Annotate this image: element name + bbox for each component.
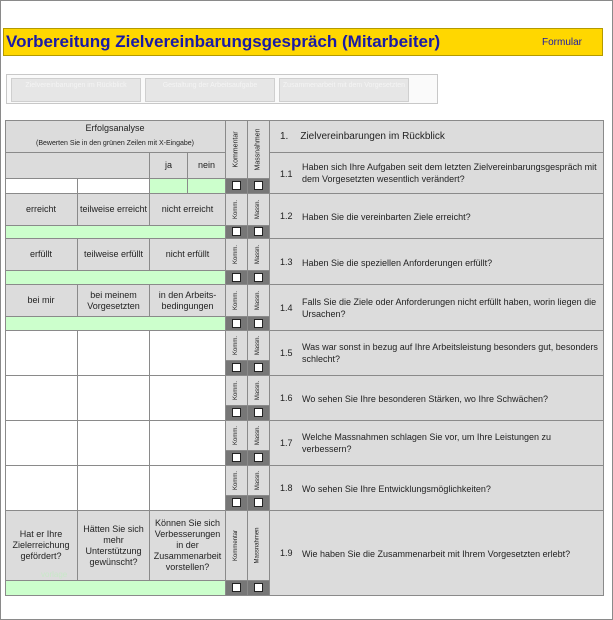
massn-label: Massn. [255, 244, 261, 265]
question-number: 1.7 [280, 438, 293, 448]
kommentar-label: Kommentar [233, 529, 240, 562]
erfolgsanalyse-title: Erfolgsanalyse [85, 123, 145, 133]
page-title: Vorbereitung Zielvereinbarungsgespräch (Mitarbeiter) [6, 32, 441, 51]
question-number: 1.4 [280, 303, 293, 313]
question-text: Falls Sie die Ziele oder Anforderungen nicht erfüllt haben, worin liegen die Ursachen? [302, 297, 597, 319]
question-number: 1.6 [280, 393, 293, 403]
question-number: 1.2 [280, 211, 293, 221]
massn-label: Massn. [255, 425, 261, 446]
rating-label: Können Sie sich Verbesserungen in der Zusammenarbeit vorstellen? [150, 511, 226, 581]
komm-label: Komm. [232, 380, 239, 401]
question-text: Wie haben Sie die Zusammenarbeit mit Ihrem Vorgesetzten erlebt? [302, 549, 571, 559]
rating-label: in den Arbeits-bedingungen [150, 285, 226, 317]
komm-label: Komm. [232, 335, 239, 356]
komm-label: Komm. [232, 290, 239, 311]
rating-label: Hat er Ihre Zielerreichung gefördert? [5, 511, 78, 581]
massnahmen-label: Massnahmen [255, 527, 261, 564]
rating-label: erreicht [5, 194, 78, 226]
rating-label: erfüllt [5, 239, 78, 271]
question-number: 1.9 [280, 548, 293, 558]
question-text: Was war sonst in bezug auf Ihre Arbeitsleistung besonders gut, besonders schlecht? [302, 342, 598, 364]
watermark: vorlage [41, 570, 68, 579]
question-number: 1.1 [280, 169, 293, 179]
nav-strip [6, 74, 438, 104]
question-text: Haben Sie die vereinbarten Ziele erreicht? [302, 212, 471, 222]
kommentar-label: Kommentar [233, 130, 240, 168]
question-text: Wo sehen Sie Ihre Entwicklungsmöglichkeiten? [302, 484, 491, 494]
nein-label: nein [188, 153, 226, 179]
grid-outline [5, 120, 604, 596]
question-number: 1.5 [280, 348, 293, 358]
komm-label: Komm. [232, 199, 239, 220]
rating-label: teilweise erfüllt [78, 239, 150, 271]
massn-label: Massn. [255, 290, 261, 311]
question-text: Welche Massnahmen schlagen Sie vor, um Ihre Leistungen zu verbessern? [302, 432, 551, 454]
massn-label: Massn. [255, 335, 261, 356]
nav-button-zusammenarbeit[interactable]: Zusammenarbeit mit dem Vorgesetzten [279, 78, 409, 102]
question-text: Haben sich Ihre Aufgaben seit dem letzten Zielvereinbarungsgespräch mit dem Vorgesetzten wesentlich verändert? [302, 162, 597, 184]
nav-button-arbeitsaufgabe[interactable]: Gestaltung der Arbeitsaufgabe [145, 78, 275, 102]
komm-label: Komm. [232, 470, 239, 491]
erfolgsanalyse-subtitle: (Bewerten Sie in den grünen Zeilen mit X-Eingabe) [36, 140, 194, 147]
massnahmen-label: Massnahmen [255, 127, 262, 171]
rating-label: teilweise erreicht [78, 194, 150, 226]
question-text: Wo sehen Sie Ihre besonderen Stärken, wo Ihre Schwächen? [302, 394, 548, 404]
section-title: Zielvereinbarungen im Rückblick [300, 130, 445, 142]
massn-label: Massn. [255, 470, 261, 491]
massn-label: Massn. [255, 380, 261, 401]
komm-label: Komm. [232, 244, 239, 265]
rating-label: bei mir [5, 285, 78, 317]
form-tag: Formular [541, 37, 582, 48]
rating-label: nicht erreicht [150, 194, 226, 226]
question-text: Haben Sie die speziellen Anforderungen erfüllt? [302, 258, 493, 268]
komm-label: Komm. [232, 425, 239, 446]
question-number: 1.8 [280, 483, 293, 493]
rating-label: nicht erfüllt [150, 239, 226, 271]
evaluation-grid [5, 120, 604, 596]
section-number: 1. [280, 130, 289, 142]
nav-button-rueckblick[interactable]: Zielvereinbarungen im Rückblick [11, 78, 141, 102]
rating-label: Hätten Sie sich mehr Unterstützung gewünscht? [78, 511, 150, 581]
title-banner [3, 28, 603, 56]
ja-label: ja [150, 153, 188, 179]
question-number: 1.3 [280, 257, 293, 267]
massn-label: Massn. [255, 199, 261, 220]
rating-label: bei meinem Vorgesetzten [78, 285, 150, 317]
